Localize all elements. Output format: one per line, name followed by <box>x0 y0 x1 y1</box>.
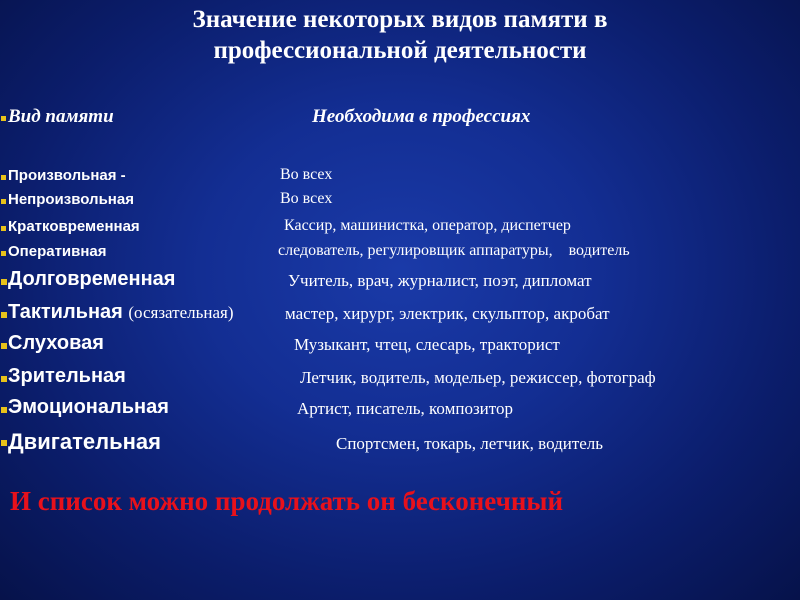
memory-type <box>8 301 234 324</box>
bullet-icon <box>1 312 7 318</box>
bullet-icon <box>1 407 7 413</box>
bullet-icon <box>1 226 6 231</box>
list-item <box>0 396 800 422</box>
title-line-1: Значение некоторых видов памяти в <box>192 6 608 33</box>
list-item <box>0 332 800 358</box>
professions: Кассир, машинистка, оператор, диспетчер <box>284 217 571 234</box>
bullet-icon <box>1 279 7 285</box>
memory-type: Слуховая <box>8 332 104 354</box>
professions: Музыкант, чтец, слесарь, тракторист <box>294 335 560 354</box>
list-item <box>0 191 800 211</box>
slide-title <box>0 4 800 66</box>
memory-type: Оперативная <box>8 243 107 260</box>
memory-type: Непроизвольная <box>8 191 134 208</box>
list-item <box>0 243 800 263</box>
professions: Во всех <box>280 190 333 207</box>
list-item <box>0 429 800 455</box>
table-header <box>0 106 800 130</box>
bullet-icon <box>1 251 6 256</box>
bullet-icon <box>1 376 7 382</box>
professions: Во всех <box>280 166 333 183</box>
bullet-icon <box>1 199 6 204</box>
header-professions: Необходима в профессиях <box>312 106 531 127</box>
memory-type-note: (осязательная) <box>128 303 234 322</box>
list-item <box>0 218 800 238</box>
header-memory-type: Вид памяти <box>8 106 114 127</box>
list-item <box>0 365 800 391</box>
professions: Спортсмен, токарь, летчик, водитель <box>336 434 604 453</box>
closing-statement: И список можно продолжать он бесконечный <box>10 486 564 516</box>
bullet-icon <box>1 116 6 121</box>
list-item <box>0 167 800 187</box>
memory-type: Произвольная - <box>8 167 126 184</box>
memory-type: Кратковременная <box>8 218 140 235</box>
professions: Артист, писатель, композитор <box>297 399 513 418</box>
professions: Летчик, водитель, модельер, режиссер, фотограф <box>300 368 656 387</box>
bullet-icon <box>1 175 6 180</box>
memory-type-name: Тактильная <box>8 301 123 323</box>
bullet-icon <box>1 440 7 446</box>
bullet-icon <box>1 343 7 349</box>
list-item <box>0 301 800 327</box>
professions: мастер, хирург, электрик, скульптор, акробат <box>285 304 610 323</box>
memory-type: Эмоциональная <box>8 396 169 418</box>
professions: следователь, регулировщик аппаратуры, водитель <box>278 242 630 259</box>
memory-type: Долговременная <box>8 268 176 290</box>
memory-type: Зрительная <box>8 365 126 387</box>
professions: Учитель, врач, журналист, поэт, дипломат <box>288 271 592 290</box>
title-line-2: профессиональной деятельности <box>213 37 587 64</box>
list-item <box>0 268 800 294</box>
memory-type: Двигательная <box>8 429 161 454</box>
